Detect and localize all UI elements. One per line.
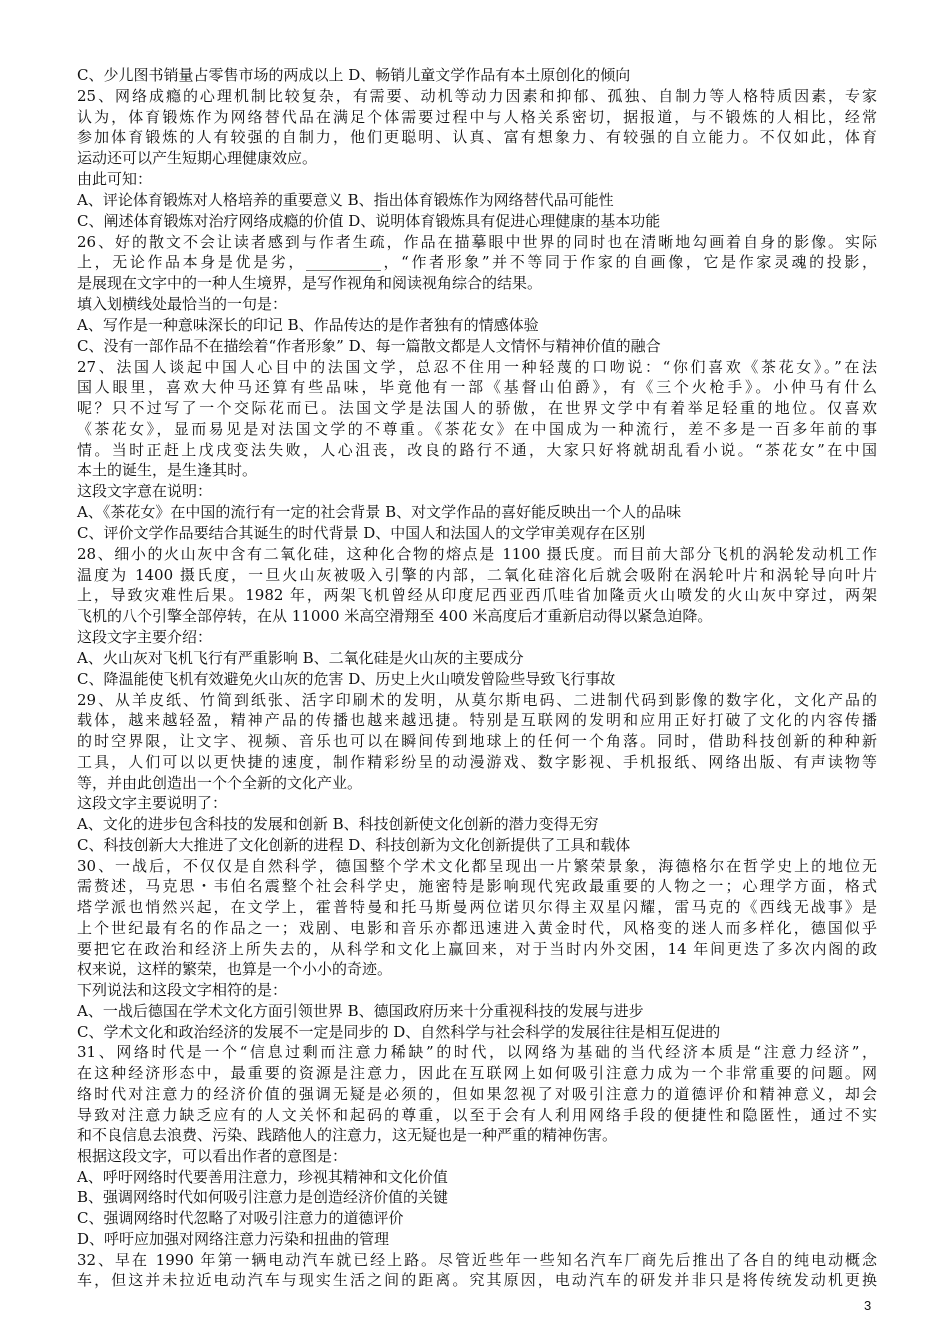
text-line: 下列说法和这段文字相符的是： xyxy=(77,981,288,999)
text-line: 31、网络时代是一个“信息过剩而注意力稀缺”的时代，以网络为基础的当代经济本质是“注意力经济”， xyxy=(77,1043,877,1061)
text-line: 25、网络成瘾的心理机制比较复杂，有需要、动机等动力因素和抑郁、孤独、自制力等人格特质因素，专家 xyxy=(77,87,877,105)
text-line: 上，导致灾难性后果。1982 年，两架飞机曾经从印度尼西亚西爪哇省加隆贡火山喷发的火山灰中穿过，两架 xyxy=(77,586,877,604)
text-line: 载体，越来越轻盈，精神产品的传播也越来越迅捷。特别是互联网的发明和应用正好打破了文化的内容传播 xyxy=(77,711,877,729)
text-line: 要把它在政治和经济上所失去的，从科学和文化上赢回来，对于当时内外交困，14 年间更迭了多次内阁的政 xyxy=(77,940,877,958)
text-line: C、评价文学作品要结合其诞生的时代背景 D、中国人和法国人的文学审美观存在区别 xyxy=(77,524,646,542)
text-line: 参加体育锻炼的人有较强的自制力，他们更聪明、认真、富有想象力、有较强的自立能力。不仅如此，体育 xyxy=(77,128,877,146)
text-line: 情。当时正赶上戊戌变法失败，人心沮丧，改良的路行不通，大家只好将就胡乱看小说。“茶花女”在中国 xyxy=(77,441,877,459)
text-line: 塔学派也悄然兴起，在文学上，霍普特曼和托马斯曼两位诺贝尔得主双星闪耀，雷马克的《西线无战事》是 xyxy=(77,898,877,916)
text-line: 权来说，这样的繁荣，也算是一个小小的奇迹。 xyxy=(77,960,393,978)
text-line: 28、细小的火山灰中含有二氧化硅，这种化合物的熔点是 1100 摄氏度。而目前大部分飞机的涡轮发动机工作 xyxy=(77,545,877,563)
text-line: 工具，人们可以以更快捷的速度，制作精彩纷呈的动漫游戏、数字影视、手机报纸、网络出版、有声读物等 xyxy=(77,753,877,771)
text-line: 30、一战后，不仅仅是自然科学，德国整个学术文化都呈现出一片繁荣景象，海德格尔在哲学史上的地位无 xyxy=(77,857,877,875)
text-line: 的时空界限，让文字、视频、音乐也可以在瞬间传到地球上的任何一个角落。同时，借助科技创新的种种新 xyxy=(77,732,877,750)
text-line: B、强调网络时代如何吸引注意力是创造经济价值的关键 xyxy=(77,1188,449,1206)
text-line: 这段文字意在说明： xyxy=(77,482,213,500)
text-line: 上个世纪最有名的作品之一；戏剧、电影和音乐亦都迅速进入黄金时代，风格变的迷人而多样化，德国似乎 xyxy=(77,919,877,937)
page-number: 3 xyxy=(864,1298,872,1313)
text-line: 运动还可以产生短期心理健康效应。 xyxy=(77,149,318,167)
text-line: 《茶花女》，显而易见是对法国文学的不尊重。《茶花女》在中国成为一种流行，差不多是一百多年前的事 xyxy=(77,420,877,438)
text-line: 车，但这并未拉近电动汽车与现实生活之间的距离。究其原因，电动汽车的研发并非只是将传统发动机更换 xyxy=(77,1271,877,1289)
text-line: 上，无论作品本身是优是劣，__________，“作者形象”并不等同于作家的自画像，它是作家灵魂的投影， xyxy=(77,253,877,271)
text-line: 络时代对注意力的经济价值的强调无疑是必须的，但如果忽视了对吸引注意力的道德评价和精神意义，却会 xyxy=(77,1085,877,1103)
text-line: A、文化的进步包含科技的发展和创新 B、科技创新使文化创新的潜力变得无穷 xyxy=(77,815,599,833)
text-line: 等，并由此创造出一个个全新的文化产业。 xyxy=(77,774,363,792)
text-line: C、科技创新大大推进了文化创新的进程 D、科技创新为文化创新提供了工具和载体 xyxy=(77,836,631,854)
text-line: 29、从羊皮纸、竹简到纸张、活字印刷术的发明，从莫尔斯电码、二进制代码到影像的数字化，文化产品的 xyxy=(77,691,877,709)
text-line: A、火山灰对飞机飞行有严重影响 B、二氧化硅是火山灰的主要成分 xyxy=(77,649,524,667)
text-line: D、呼吁应加强对网络注意力污染和扭曲的管理 xyxy=(77,1230,390,1248)
text-line: 需赘述，马克思・韦伯名震整个社会科学史，施密特是影响现代宪政最重要的人物之一；心理学方面，格式 xyxy=(77,877,877,895)
text-line: 这段文字主要说明了： xyxy=(77,794,228,812)
text-line: 26、好的散文不会让读者感到与作者生疏，作品在描摹眼中世界的同时也在清晰地勾画着自身的影像。实际 xyxy=(77,233,877,251)
text-line: 根据这段文字，可以看出作者的意图是： xyxy=(77,1147,348,1165)
text-line: C、学术文化和政治经济的发展不一定是同步的 D、自然科学与社会科学的发展往往是相互促进的 xyxy=(77,1023,721,1041)
text-line: C、没有一部作品不在描绘着“作者形象” D、每一篇散文都是人文情怀与精神价值的融合 xyxy=(77,337,661,355)
text-line: A、《茶花女》在中国的流行有一定的社会背景 B、对文学作品的喜好能反映出一个人的品味 xyxy=(77,503,682,521)
text-line: 呢？只不过写了一个交际花而已。法国文学是法国人的骄傲，在世界文学中有着举足轻重的地位。仅喜欢 xyxy=(77,399,877,417)
text-line: 填入划横线处最恰当的一句是： xyxy=(77,295,288,313)
text-line: A、评论体育锻炼对人格培养的重要意义 B、指出体育锻炼作为网络替代品可能性 xyxy=(77,191,614,209)
text-line: 在这种经济形态中，最重要的资源是注意力，因此在互联网上如何吸引注意力成为一个非常重要的问题。网 xyxy=(77,1064,877,1082)
text-line: 国人眼里，喜欢大仲马还算有些品味，毕竟他有一部《基督山伯爵》，有《三个火枪手》。小仲马有什么 xyxy=(77,378,877,396)
text-line: 飞机的八个引擎全部停转，在从 11000 米高空滑翔至 400 米高度后才重新启动得以紧急迫降。 xyxy=(77,607,713,625)
text-line: 和不良信息去浪费、污染、践踏他人的注意力，这无疑也是一种严重的精神伤害。 xyxy=(77,1126,618,1144)
text-line: A、一战后德国在学术文化方面引领世界 B、德国政府历来十分重视科技的发展与进步 xyxy=(77,1002,644,1020)
text-line: C、强调网络时代忽略了对吸引注意力的道德评价 xyxy=(77,1209,404,1227)
text-line: 是展现在文字中的一种人生境界，是写作视角和阅读视角综合的结果。 xyxy=(77,274,543,292)
text-line: 27、法国人谈起中国人心目中的法国文学，总忍不住用一种轻蔑的口吻说：“你们喜欢《茶花女》。”在法 xyxy=(77,358,877,376)
text-line: 导致对注意力缺乏应有的人文关怀和起码的尊重，以至于会有人利用网络手段的便捷性和隐匿性，通过不实 xyxy=(77,1106,877,1124)
text-line: A、写作是一种意味深长的印记 B、作品传达的是作者独有的情感体验 xyxy=(77,316,539,334)
text-line: 温度为 1400 摄氏度，一旦火山灰被吸入引擎的内部，二氧化硅溶化后就会吸附在涡轮叶片和涡轮导向叶片 xyxy=(77,566,877,584)
text-line: C、阐述体育锻炼对治疗网络成瘾的价值 D、说明体育锻炼具有促进心理健康的基本功能 xyxy=(77,212,661,230)
text-line: 认为，体育锻炼作为网络替代品在满足个体需要过程中与人格关系密切，据报道，与不锻炼的人相比，经常 xyxy=(77,108,877,126)
text-line: 32、早在 1990 年第一辆电动汽车就已经上路。尽管近些年一些知名汽车厂商先后推出了各自的纯电动概念 xyxy=(77,1251,877,1269)
text-line: 本土的诞生，是生逢其时。 xyxy=(77,461,258,479)
text-line: C、降温能使飞机有效避免火山灰的危害 D、历史上火山喷发曾险些导致飞行事故 xyxy=(77,670,616,688)
text-line: 由此可知： xyxy=(77,170,153,188)
text-line: 这段文字主要介绍： xyxy=(77,628,213,646)
text-line: A、呼吁网络时代要善用注意力，珍视其精神和文化价值 xyxy=(77,1168,448,1186)
text-line: C、少儿图书销量占零售市场的两成以上 D、畅销儿童文学作品有本土原创化的倾向 xyxy=(77,66,631,84)
